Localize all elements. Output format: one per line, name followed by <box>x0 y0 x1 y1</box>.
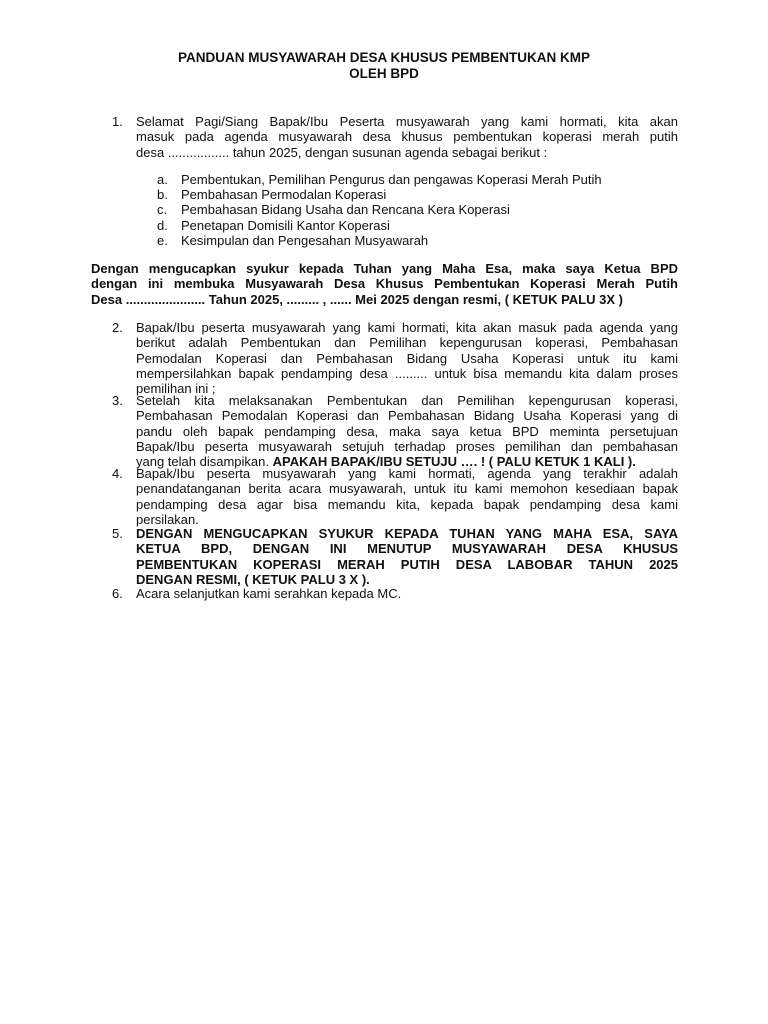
agenda-text: Pembentukan, Pemilihan Pengurus dan pengawas Koperasi Merah Putih <box>181 172 602 187</box>
title-line-1: PANDUAN MUSYAWARAH DESA KHUSUS PEMBENTUKAN KMP <box>177 50 591 65</box>
text-line: DENGAN MENGUCAPKAN SYUKUR KEPADA TUHAN YANG MAHA ESA, SAYA <box>136 526 678 541</box>
text-line: desa ................. tahun 2025, dengan susunan agenda sebagai berikut : <box>136 144 548 160</box>
list-item-2 <box>112 320 678 396</box>
agenda-text: Penetapan Domisili Kantor Koperasi <box>181 218 390 233</box>
agenda-item-b <box>157 187 677 202</box>
text-line: Setelah kita melaksanakan Pembentukan dan Pemilihan kepengurusan koperasi, <box>136 393 678 408</box>
agenda-letter: d. <box>157 218 168 233</box>
text-line: Bapak/Ibu peserta musyawarah setujuh terhadap proses pemilihan dan pembahasan <box>136 438 678 454</box>
text-line: Bapak/Ibu peserta musyawarah yang kami hormati, agenda yang terakhir adalah <box>136 466 678 481</box>
list-number: 3. <box>112 393 123 408</box>
list-number: 6. <box>112 586 123 601</box>
list-number: 1. <box>112 114 123 129</box>
agenda-text: Pembahasan Permodalan Koperasi <box>181 187 387 202</box>
text-line: Selamat Pagi/Siang Bapak/Ibu Peserta musyawarah yang kami hormati, kita akan <box>136 114 678 129</box>
agenda-letter: c. <box>157 202 168 217</box>
text-line: masuk pada agenda musyawarah desa khusus pembentukan koperasi merah putih <box>136 129 678 145</box>
agenda-item-c <box>157 202 677 217</box>
list-item-1 <box>112 114 678 160</box>
agenda-text: Pembahasan Bidang Usaha dan Rencana Kera Koperasi <box>181 202 510 217</box>
list-item-4 <box>112 466 678 527</box>
text-line: Pembahasan Pemodalan Koperasi dan Pembahasan Bidang Usaha Koperasi yang di <box>136 408 678 424</box>
list-text <box>136 466 678 527</box>
text-line: Bapak/Ibu peserta musyawarah yang kami hormati, kita akan masuk pada agenda yang <box>136 320 678 335</box>
agenda-item-d <box>157 218 677 233</box>
text-line: persilakan. <box>136 511 199 527</box>
text-plain: yang telah disampikan. <box>136 454 273 470</box>
agenda-item-e <box>157 233 677 248</box>
text-line: pemilihan ini ; <box>136 381 216 397</box>
list-text <box>136 114 678 160</box>
agenda-letter: e. <box>157 233 168 248</box>
agenda-letter: b. <box>157 187 168 202</box>
agenda-text: Kesimpulan dan Pengesahan Musyawarah <box>181 233 429 248</box>
text-line: PEMBENTUKAN KOPERASI MERAH PUTIH DESA LABOBAR TAHUN 2025 <box>136 556 678 572</box>
title-line-2: OLEH BPD <box>349 66 419 81</box>
text-bold: APAKAH BAPAK/IBU SETUJU …. ! ( PALU KETUK 1 KALI ). <box>272 454 636 470</box>
list-item-5 <box>112 526 678 587</box>
list-text <box>136 393 678 469</box>
text-line: Pemodalan Koperasi dan Pembahasan Bidang Usaha Koperasi untuk itu kami <box>136 350 678 366</box>
opening-paragraph <box>91 261 678 307</box>
text-line: pandu oleh bapak pendamping desa, maka saya ketua BPD meminta persetujuan <box>136 423 678 439</box>
agenda-letter: a. <box>157 172 168 187</box>
document-title <box>0 50 768 82</box>
text-line: DENGAN RESMI, ( KETUK PALU 3 X ). <box>136 571 370 587</box>
list-text <box>136 320 678 396</box>
text-line: mempersilahkan bapak pendamping desa ......... untuk bisa memandu kita dalam proses <box>136 365 678 381</box>
text-line: penandatanganan berita acara musyawarah, untuk itu kami memohon kesediaan bapak <box>136 481 678 497</box>
agenda-item-a <box>157 172 677 187</box>
text-line: Desa ...................... Tahun 2025, ......... , ...... Mei 2025 dengan resmi, ( KETUK PALU 3X ) <box>91 291 623 307</box>
list-item-3 <box>112 393 678 469</box>
text-line: pendamping desa agar bisa memandu kita, kepada bapak pendamping desa kami <box>136 496 678 512</box>
text-line: dengan ini membuka Musyawarah Desa Khusus Pembentukan Koperasi Merah Putih <box>91 276 678 292</box>
text-line: KETUA BPD, DENGAN INI MENUTUP MUSYAWARAH DESA KHUSUS <box>136 541 678 557</box>
list-item-6 <box>112 586 678 601</box>
list-text <box>136 526 678 587</box>
text-line: berikut adalah Pembentukan dan Pemilihan kepengurusan koperasi, Pembahasan <box>136 335 678 351</box>
list-number: 5. <box>112 526 123 541</box>
list-text: Acara selanjutkan kami serahkan kepada MC. <box>136 586 402 601</box>
text-line: Dengan mengucapkan syukur kepada Tuhan yang Maha Esa, maka saya Ketua BPD <box>91 261 678 276</box>
list-number: 2. <box>112 320 123 335</box>
list-number: 4. <box>112 466 123 481</box>
